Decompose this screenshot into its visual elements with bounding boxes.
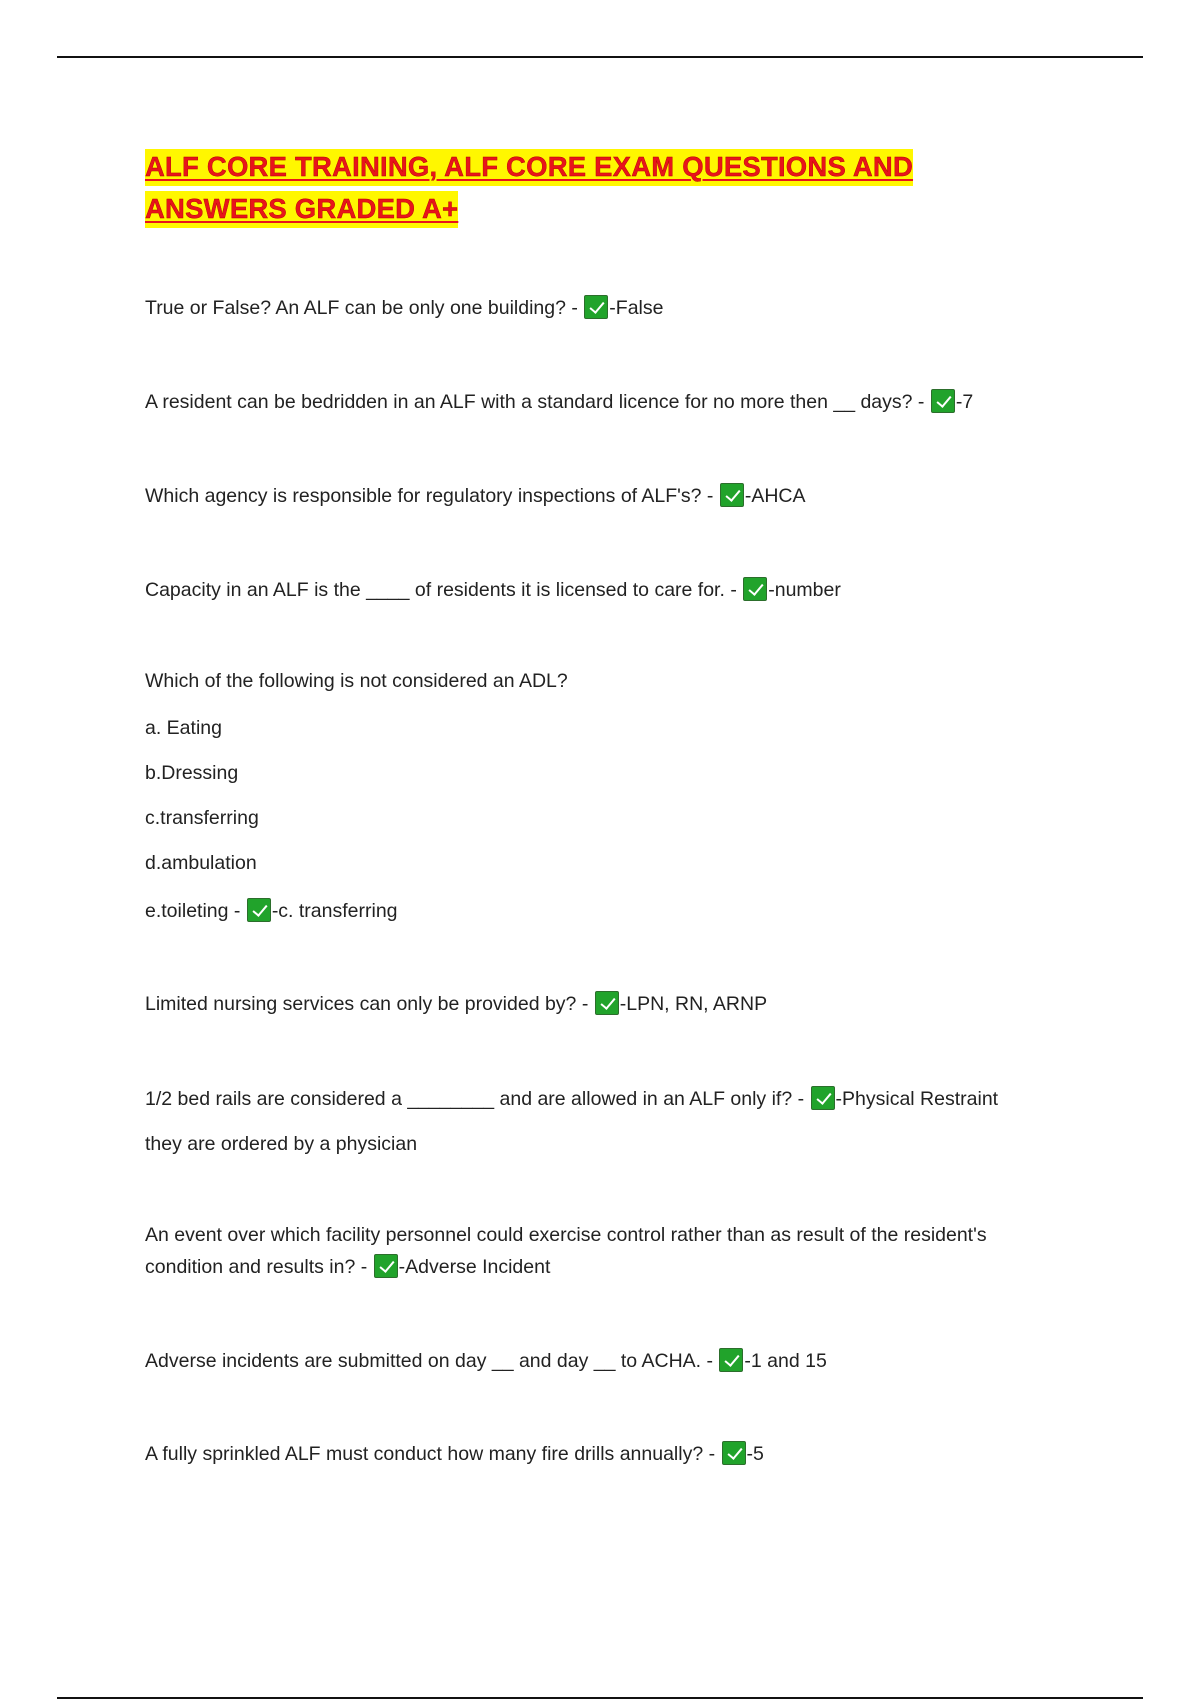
title-line-2: ANSWERS GRADED A+ bbox=[145, 191, 458, 228]
qa-item-5-option-e bbox=[145, 898, 398, 924]
qa-item-8-line-2 bbox=[145, 1254, 550, 1280]
answer-text: -7 bbox=[955, 391, 974, 413]
question-text: A resident can be bedridden in an ALF with a standard licence for no more then __ days? - bbox=[145, 391, 930, 413]
qa-item-4 bbox=[145, 577, 841, 603]
qa-item-10 bbox=[145, 1441, 764, 1467]
checkmark-box-icon bbox=[374, 1254, 398, 1278]
answer-text: -Adverse Incident bbox=[398, 1256, 551, 1278]
header-rule bbox=[57, 56, 1143, 58]
question-text: Which agency is responsible for regulatory inspections of ALF's? - bbox=[145, 485, 719, 507]
option-text: e.toileting - bbox=[145, 900, 246, 922]
checkmark-box-icon bbox=[719, 1348, 743, 1372]
checkmark-box-icon bbox=[722, 1441, 746, 1465]
title-line-1: ALF CORE TRAINING, ALF CORE EXAM QUESTIONS AND bbox=[145, 149, 913, 186]
answer-text: -c. transferring bbox=[271, 900, 398, 922]
answer-text: -False bbox=[609, 297, 664, 319]
qa-item-2 bbox=[145, 389, 973, 415]
qa-item-5-option-d: d.ambulation bbox=[145, 852, 257, 874]
question-text: A fully sprinkled ALF must conduct how many fire drills annually? - bbox=[145, 1443, 721, 1465]
answer-text: -number bbox=[768, 579, 841, 601]
question-text: condition and results in? - bbox=[145, 1256, 373, 1278]
qa-item-7-continuation: they are ordered by a physician bbox=[145, 1133, 418, 1155]
answer-text: -1 and 15 bbox=[744, 1350, 827, 1372]
checkmark-box-icon bbox=[720, 483, 744, 507]
question-text: Limited nursing services can only be provided by? - bbox=[145, 993, 594, 1015]
checkmark-box-icon bbox=[811, 1086, 835, 1110]
qa-item-5-option-b: b.Dressing bbox=[145, 762, 239, 784]
qa-item-5-question: Which of the following is not considered an ADL? bbox=[145, 670, 568, 692]
qa-item-5-option-a: a. Eating bbox=[145, 717, 222, 739]
question-text: Adverse incidents are submitted on day __ and day __ to ACHA. - bbox=[145, 1350, 719, 1372]
question-text: 1/2 bed rails are considered a ________ and are allowed in an ALF only if? - bbox=[145, 1088, 810, 1110]
qa-item-7 bbox=[145, 1086, 998, 1112]
footer-rule bbox=[57, 1697, 1143, 1699]
checkmark-box-icon bbox=[931, 389, 955, 413]
qa-item-5-option-c: c.transferring bbox=[145, 807, 259, 829]
document-title bbox=[145, 146, 1045, 230]
checkmark-box-icon bbox=[595, 991, 619, 1015]
answer-text: -Physical Restraint bbox=[835, 1088, 999, 1110]
qa-item-6 bbox=[145, 991, 767, 1017]
qa-item-9 bbox=[145, 1348, 827, 1374]
checkmark-box-icon bbox=[743, 577, 767, 601]
qa-item-1 bbox=[145, 295, 663, 321]
answer-text: -5 bbox=[746, 1443, 764, 1465]
checkmark-box-icon bbox=[584, 295, 608, 319]
answer-text: -LPN, RN, ARNP bbox=[619, 993, 768, 1015]
qa-item-3 bbox=[145, 483, 806, 509]
question-text: Capacity in an ALF is the ____ of residents it is licensed to care for. - bbox=[145, 579, 743, 601]
question-text: True or False? An ALF can be only one building? - bbox=[145, 297, 584, 319]
answer-text: -AHCA bbox=[744, 485, 806, 507]
qa-item-8-line-1: An event over which facility personnel could exercise control rather than as result of the resident's bbox=[145, 1224, 987, 1246]
checkmark-box-icon bbox=[247, 898, 271, 922]
